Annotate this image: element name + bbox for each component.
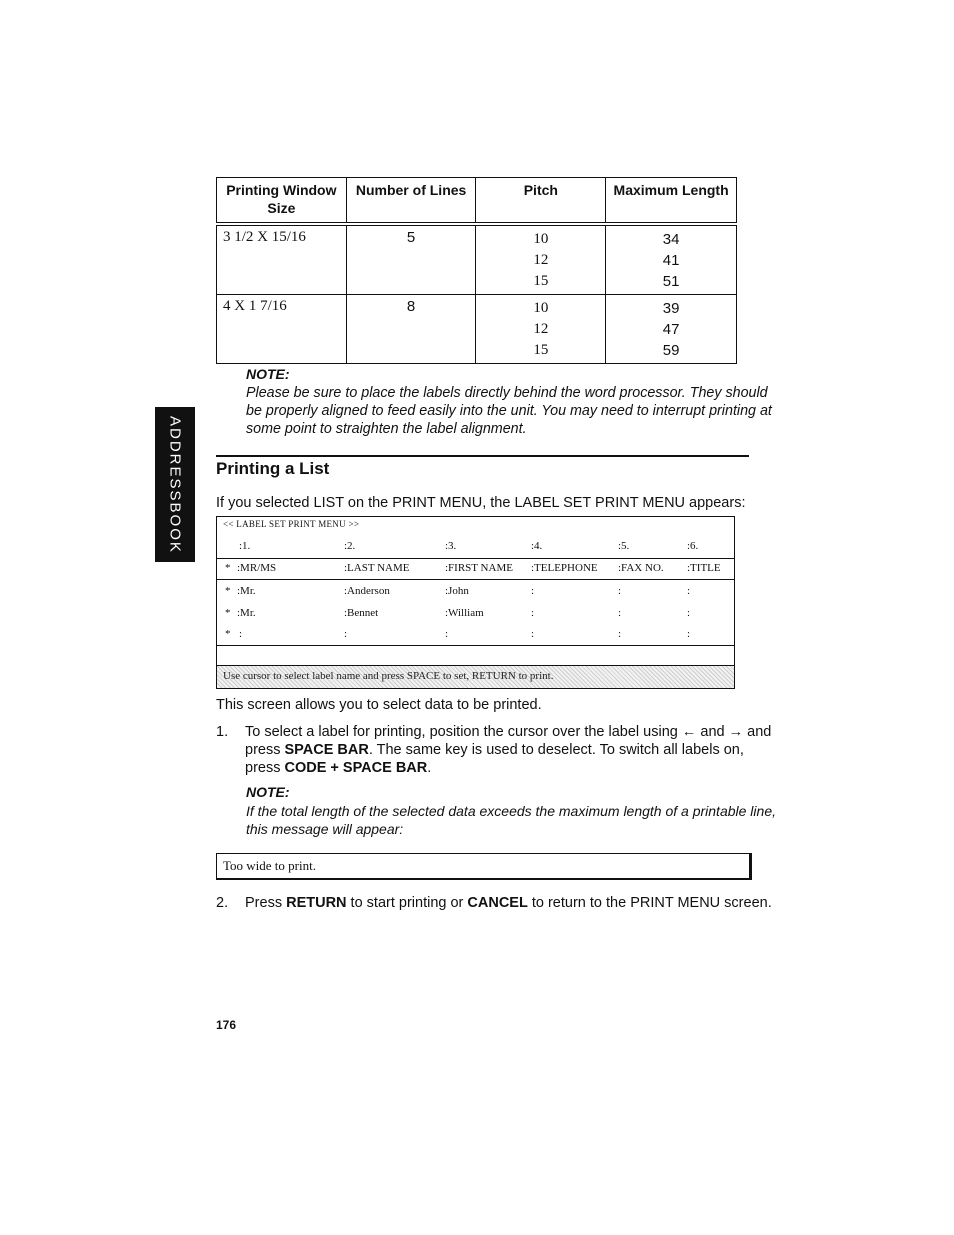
column-number: :3. [445, 540, 457, 552]
length-value: 47 [662, 321, 680, 338]
cell-number-of-lines: 5 [346, 224, 476, 295]
step-text-part: . The same key is used to deselect. To switch all labels on, press [245, 742, 744, 776]
table-row [217, 295, 737, 364]
label-field: : [239, 628, 243, 640]
cell-pitch [476, 224, 606, 295]
length-value: 34 [662, 231, 680, 248]
pitch-value: 15 [533, 342, 549, 358]
printing-window-table [216, 177, 737, 364]
step-number: 1. [216, 724, 229, 740]
label-field: :William [445, 607, 484, 619]
label-field: : [531, 628, 535, 640]
screen-divider [217, 558, 734, 559]
section-title: Printing a List [216, 459, 330, 478]
label-field: : [445, 628, 449, 640]
key-cancel: CANCEL [467, 895, 528, 911]
cell-window-size: 3 1/2 X 15/16 [217, 224, 347, 295]
cell-maximum-length [606, 295, 737, 364]
note-label: NOTE: [246, 784, 290, 800]
cell-pitch [476, 295, 606, 364]
length-value: 51 [662, 273, 680, 290]
label-field: : [618, 585, 622, 597]
column-number: :2. [344, 540, 356, 552]
length-value: 39 [662, 300, 680, 317]
header-pitch: Pitch [476, 178, 606, 225]
pitch-value: 12 [533, 252, 549, 268]
screen-description: This screen allows you to select data to be printed. [216, 697, 542, 713]
label-field: :Mr. [237, 585, 256, 597]
pitch-value: 10 [533, 231, 549, 247]
page-number: 176 [216, 1018, 237, 1032]
length-value: 41 [662, 252, 680, 269]
column-number: :4. [531, 540, 543, 552]
screen-divider [217, 645, 734, 646]
field-header: :MR/MS [237, 562, 277, 574]
column-number: :5. [618, 540, 630, 552]
step-text-part: To select a label for printing, position the cursor over the label using ← and → and press [245, 724, 772, 758]
header-window-size: Printing Window Size [217, 178, 347, 225]
section-side-tab [155, 407, 195, 562]
label-field: : [531, 607, 535, 619]
screen-divider [217, 579, 734, 580]
row-marker: * [225, 585, 231, 597]
column-number: :6. [687, 540, 699, 552]
cell-number-of-lines: 8 [346, 295, 476, 364]
field-header: :TELEPHONE [531, 562, 598, 574]
status-message: Use cursor to select label name and press SPACE to set, RETURN to print. [223, 670, 554, 682]
label-row[interactable] [217, 585, 734, 599]
length-value: 59 [662, 342, 680, 359]
field-header: :FAX NO. [618, 562, 664, 574]
label-field: : [618, 607, 622, 619]
label-field: : [687, 628, 691, 640]
section-intro: If you selected LIST on the PRINT MENU, the LABEL SET PRINT MENU appears: [216, 495, 746, 511]
label-row[interactable] [217, 607, 734, 621]
label-row[interactable] [217, 628, 734, 642]
field-header: :TITLE [687, 562, 721, 574]
screen-title: << LABEL SET PRINT MENU >> [223, 519, 360, 529]
step-text-part: to start printing or [346, 895, 468, 911]
table-header-row [217, 178, 737, 225]
label-field: : [344, 628, 348, 640]
error-message: Too wide to print. [223, 858, 316, 873]
step-text [245, 894, 775, 912]
pitch-value: 15 [533, 273, 549, 289]
side-tab-label: ADDRESSBOOK [166, 415, 184, 554]
label-field: : [687, 585, 691, 597]
pitch-value: 12 [533, 321, 549, 337]
error-message-box [216, 853, 752, 880]
field-header-row [217, 562, 734, 576]
label-field: : [618, 628, 622, 640]
row-marker: * [225, 562, 231, 574]
section-divider [216, 455, 749, 457]
label-field: :Mr. [237, 607, 256, 619]
column-number-row [217, 540, 734, 554]
pitch-value: 10 [533, 300, 549, 316]
field-header: :LAST NAME [344, 562, 410, 574]
label-field: :Bennet [344, 607, 379, 619]
key-space-bar: SPACE BAR [284, 742, 369, 758]
label-set-print-menu-screen [216, 516, 735, 689]
note-label: NOTE: [246, 366, 290, 382]
note-text: Please be sure to place the labels directly behind the word processor. They should be properly aligned to feed easily into the unit. You may need to interrupt printing at some point to straighten the label alignment. [246, 385, 772, 437]
row-marker: * [225, 607, 231, 619]
row-marker: * [225, 628, 231, 640]
header-maximum-length: Maximum Length [606, 178, 737, 225]
key-return: RETURN [286, 895, 347, 911]
table-row [217, 224, 737, 295]
step-text-part: Press [245, 895, 287, 911]
step-number: 2. [216, 895, 229, 911]
cell-window-size: 4 X 1 7/16 [217, 295, 347, 364]
field-header: :FIRST NAME [445, 562, 513, 574]
header-number-of-lines: Number of Lines [346, 178, 476, 225]
label-field: :John [445, 585, 469, 597]
status-bar [217, 665, 734, 688]
cell-maximum-length [606, 224, 737, 295]
label-field: : [531, 585, 535, 597]
label-field: :Anderson [344, 585, 390, 597]
label-field: : [687, 607, 691, 619]
step-text [245, 723, 775, 777]
note-text: If the total length of the selected data exceeds the maximum length of a printable line, this message will appear: [246, 803, 776, 837]
column-number: :1. [239, 540, 251, 552]
step-text-part: to return to the PRINT MENU screen. [527, 895, 772, 911]
key-code-space-bar: CODE + SPACE BAR [284, 760, 428, 776]
step-text-part: . [427, 760, 432, 776]
